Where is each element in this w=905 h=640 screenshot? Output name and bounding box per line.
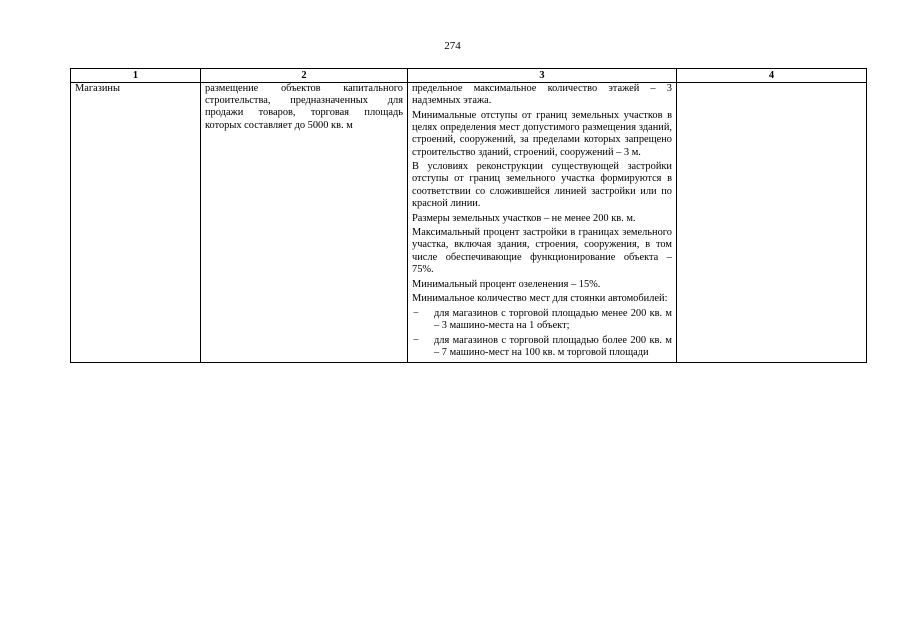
page-number: 274 [444, 40, 461, 52]
list-item-text: для магазинов с торговой площадью более 200 кв. м – 7 машино-мест на 100 кв. м торговой площади [434, 334, 672, 359]
parameter-paragraph: Максимальный процент застройки в границах земельного участка, включая здания, строения, сооружения, в том числе обеспечивающие функционирование объекта – 75%. [412, 227, 672, 275]
table-row [71, 83, 867, 363]
column-header-2: 2 [201, 69, 408, 83]
parking-requirements-list [412, 308, 672, 359]
use-description-cell [201, 83, 408, 363]
column-header-4: 4 [677, 69, 867, 83]
table-header-row [71, 69, 867, 83]
list-item [412, 308, 672, 332]
use-description-text: размещение объектов капитального строительства, предназначенных для продажи товаров, торговая площадь которых составляет до 5000 кв. м [205, 83, 403, 131]
parameter-paragraph: Минимальное количество мест для стоянки автомобилей: [412, 293, 668, 305]
notes-cell [677, 83, 867, 363]
list-item-text: для магазинов с торговой площадью менее 200 кв. м – 3 машино-места на 1 объект; [434, 307, 672, 332]
parameter-paragraph: В условиях реконструкции существующей застройки отступы от границ земельного участка формируются в соответствии со сложившейся линией застройки или по красной линии. [412, 161, 672, 209]
column-header-3: 3 [408, 69, 677, 83]
column-header-1: 1 [71, 69, 201, 83]
list-dash-marker: − [413, 307, 419, 319]
parameter-paragraph: Минимальные отступы от границ земельных участков в целях определения мест допустимого размещения зданий, строений, сооружений, за пределами которых запрещено строительство зданий, строений, сооружений – 3 м. [412, 109, 672, 158]
list-item [412, 335, 672, 359]
parameters-cell [408, 83, 677, 363]
parameter-paragraph: предельное максимальное количество этажей – 3 надземных этажа. [412, 83, 672, 107]
parameter-paragraph: Размеры земельных участков – не менее 200 кв. м. [412, 212, 636, 224]
use-type-cell: Магазины [71, 83, 201, 363]
list-dash-marker: − [413, 334, 419, 346]
regulations-table [70, 68, 867, 363]
parameter-paragraph: Минимальный процент озеленения – 15%. [412, 278, 601, 290]
